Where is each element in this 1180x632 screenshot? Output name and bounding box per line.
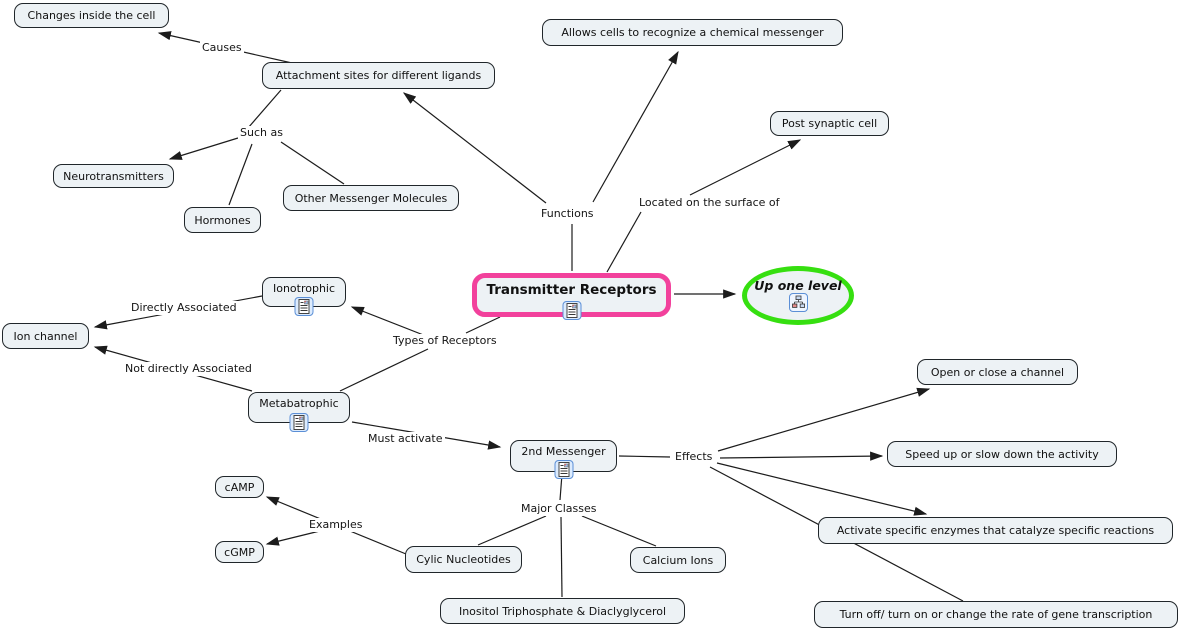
node-inositol-triphosphate[interactable]: Inositol Triphosphate & Diaclyglycerol [440,598,685,624]
node-cylic-nucleotides[interactable]: Cylic Nucleotides [405,546,522,573]
note-icon[interactable] [562,301,581,320]
note-icon[interactable] [290,413,309,432]
node-cgmp[interactable]: cGMP [215,541,264,563]
edge-line [352,307,426,336]
note-icon[interactable] [295,297,314,316]
edge-line [690,140,800,195]
linking-phrase-major-classes[interactable]: Major Classes [521,502,597,515]
edge-line [478,516,546,545]
node-transmitter-receptors[interactable] [472,273,671,317]
edge-line [340,349,428,391]
linking-phrase-not-directly-associated[interactable]: Not directly Associated [125,362,252,375]
node-ion-channel[interactable]: Ion channel [2,323,89,349]
edge-line [466,317,500,333]
node-post-synaptic-cell[interactable]: Post synaptic cell [770,111,889,136]
edge-line [281,142,344,184]
node-metabatrophic[interactable]: Metabatrophic [248,392,350,423]
node-allows-cells-recognize[interactable]: Allows cells to recognize a chemical messenger [542,19,843,46]
linking-phrase-must-activate[interactable]: Must activate [368,432,443,445]
node-open-or-close-channel[interactable]: Open or close a channel [917,359,1078,385]
linking-phrase-causes[interactable]: Causes [202,41,242,54]
edge-line [720,456,882,458]
linking-phrase-located-on[interactable]: Located on the surface of [639,196,780,209]
note-icon[interactable] [554,460,573,479]
edge-line [582,516,656,546]
edge-line [607,212,641,272]
edge-line [248,90,281,128]
node-ionotrophic[interactable]: Ionotrophic [262,277,346,307]
linking-phrase-such-as[interactable]: Such as [240,126,283,139]
linking-phrase-functions[interactable]: Functions [541,207,594,220]
edge-line [561,517,562,597]
node-speed-up-slow-down[interactable]: Speed up or slow down the activity [887,441,1117,467]
node-neurotransmitters[interactable]: Neurotransmitters [53,164,174,188]
sitemap-icon[interactable] [789,293,808,312]
node-camp[interactable]: cAMP [215,476,264,498]
node-up-one-level[interactable]: Up one level [742,266,854,325]
node-calcium-ions[interactable]: Calcium Ions [630,547,726,573]
edge-line [619,456,670,457]
node-attachment-sites[interactable]: Attachment sites for different ligands [262,62,495,89]
node-turn-off-turn-on-gene-transcription[interactable]: Turn off/ turn on or change the rate of gene transcription [814,601,1178,628]
node-changes-inside-cell[interactable]: Changes inside the cell [14,3,169,28]
node-other-messenger-molecules[interactable]: Other Messenger Molecules [283,185,459,211]
edge-line [593,52,678,202]
linking-phrase-effects[interactable]: Effects [675,450,713,463]
linking-phrase-examples[interactable]: Examples [309,518,363,531]
edge-line [229,144,252,205]
center-node-title: Transmitter Receptors [486,282,657,298]
node-hormones[interactable]: Hormones [184,207,261,233]
node-activate-specific-enzymes[interactable]: Activate specific enzymes that catalyze specific reactions [818,517,1173,544]
edge-line [717,463,926,514]
linking-phrase-types-of-receptors[interactable]: Types of Receptors [393,334,497,347]
node-2nd-messenger[interactable]: 2nd Messenger [510,440,617,472]
edge-line [170,138,238,159]
linking-phrase-directly-associated[interactable]: Directly Associated [131,301,237,314]
